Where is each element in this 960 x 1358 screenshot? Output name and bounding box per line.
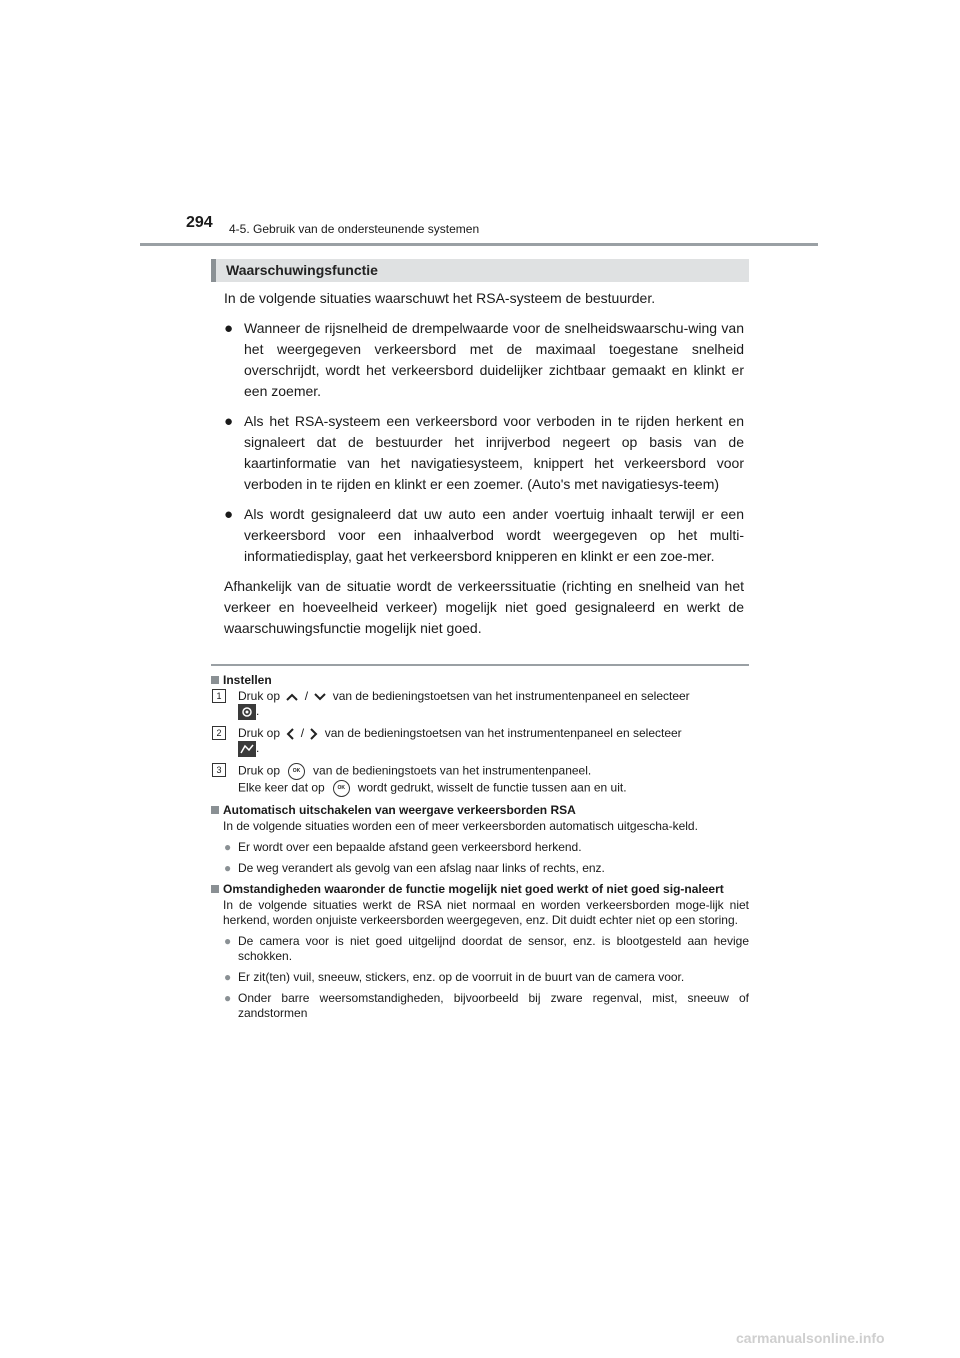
bullet-dot-icon: ● (224, 320, 234, 337)
watermark: carmanualsonline.info (736, 1330, 885, 1346)
list-item: ● Wanneer de rijsnelheid de drempelwaarde voor de snelheidswaarschu-wing van het weergegeven verkeersbord met de maximaal toegestane snelheid overschrijdt, wordt het verkeersbord duidelijker zichtbaar gemaakt en klinkt er een zoemer. (224, 320, 744, 399)
bullet-dot-icon: ● (224, 991, 232, 1005)
list-item: ● De weg verandert als gevolg van een afslag naar links of rechts, enz. (224, 861, 605, 875)
road-sign-assist-icon (238, 741, 256, 757)
outro-paragraph: Afhankelijk van de situatie wordt de verkeerssituatie (richting en snelheid van het verkeer en hoeveelheid verkeer) mogelijk niet goed gesignaleerd en werkt de waarschuwingsfunctie mogelijk niet goed. (224, 578, 744, 636)
chapter-title: 4-5. Gebruik van de ondersteunende systemen (229, 222, 480, 236)
step-number: 1 (212, 689, 226, 703)
list-item: ● Als het RSA-systeem een verkeersbord voor verboden in te rijden herkent en signaleert dat de bestuurder het inrijverbod negeert op basis van de kaartinformatie van het navigatiesysteem, knippert het verkeersbord voor verboden in te rijden en klinkt er een zoemer. (Auto's met navigatiesys-teem) (224, 413, 744, 492)
list-item: ● Er zit(ten) vuil, sneeuw, stickers, enz. op de voorruit in de buurt van de camera voor. (224, 970, 685, 984)
list-item: ● Er wordt over een bepaalde afstand geen verkeersbord herkend. (224, 840, 582, 854)
header-rule (140, 243, 818, 246)
step-2: 2 Druk op / van de bedieningstoetsen van het instrumentenpaneel en selecteer . (211, 726, 749, 757)
ok-button-icon: OK (288, 763, 305, 780)
sub-rule (211, 664, 749, 666)
list-item: ● Als wordt gesignaleerd dat uw auto een ander voertuig inhaalt terwijl er een verkeersbord voor een inhaalverbod wordt weergegeven op het multi-informatiedisplay, gaat het verkeersbord knipperen en klinkt er een zoe-mer. (224, 506, 744, 564)
auto-off-heading: Automatisch uitschakelen van weergave verkeersborden RSA (211, 803, 749, 818)
step-3: 3 Druk op OK van de bedieningstoets van het instrumentenpaneel. Elke keer dat op OK wordt gedrukt, wisselt de functie tussen aan en uit. (211, 763, 749, 797)
bullet-dot-icon: ● (224, 840, 232, 854)
bullet-dot-icon: ● (224, 861, 232, 875)
intro-paragraph: In de volgende situaties waarschuwt het RSA-systeem de bestuurder. (224, 290, 656, 306)
square-bullet-icon (211, 806, 219, 814)
chevron-up-icon (285, 692, 299, 702)
settings-gear-icon (238, 704, 256, 720)
instellen-heading: Instellen (211, 673, 749, 688)
section-title: Waarschuwingsfunctie (226, 262, 378, 278)
auto-off-text: In de volgende situaties worden een of meer verkeersborden automatisch uitgescha-keld. (223, 819, 698, 833)
chevron-right-icon (309, 727, 319, 741)
list-item: ● Onder barre weersomstandigheden, bijvoorbeeld bij zware regenval, mist, sneeuw of zandstormen (224, 991, 749, 1020)
chevron-down-icon (313, 692, 327, 702)
bullet-dot-icon: ● (224, 506, 234, 523)
step-number: 2 (212, 726, 226, 740)
chevron-left-icon (285, 727, 295, 741)
conditions-text: In de volgende situaties werkt de RSA niet normaal en worden verkeersborden moge-lijk niet herkend, worden onjuiste verkeersborden weergegeven, enz. Dit duidt echter niet op een storing. (223, 898, 749, 927)
square-bullet-icon (211, 676, 219, 684)
bullet-dot-icon: ● (224, 970, 232, 984)
bullet-dot-icon: ● (224, 934, 232, 948)
ok-button-icon: OK (333, 780, 350, 797)
page-number: 294 (186, 214, 213, 231)
main-text (224, 288, 744, 648)
sub-sections (211, 673, 749, 1027)
bullet-dot-icon: ● (224, 413, 234, 430)
section-title-bar (211, 259, 749, 282)
list-item: ● De camera voor is niet goed uitgelijnd doordat de sensor, enz. is blootgesteld aan hevige schokken. (224, 934, 749, 963)
conditions-heading: Omstandigheden waaronder de functie mogelijk niet goed werkt of niet goed sig-naleert (211, 882, 749, 897)
step-number: 3 (212, 763, 226, 777)
step-1: 1 Druk op / van de bedieningstoetsen van het instrumentenpaneel en selecteer . (211, 689, 749, 720)
square-bullet-icon (211, 885, 219, 893)
